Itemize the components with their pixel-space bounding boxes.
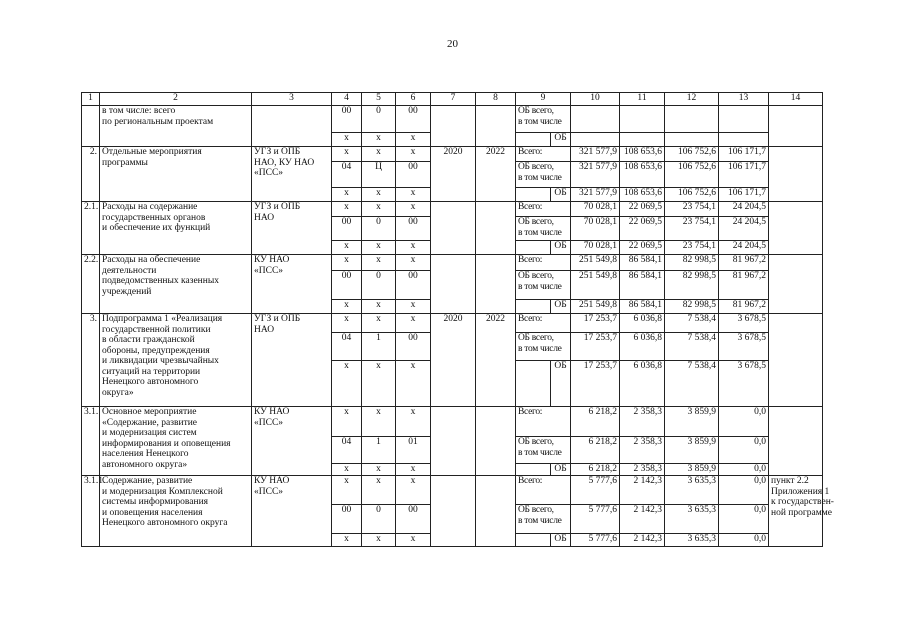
funding-source: ОБ xyxy=(551,534,571,547)
amount-cell: 3 678,5 xyxy=(719,314,769,333)
header-row xyxy=(82,93,823,106)
amount-cell: 70 028,1 xyxy=(571,217,620,241)
table-row xyxy=(82,147,823,162)
funding-source-indent xyxy=(516,300,551,314)
amount-cell: 108 653,6 xyxy=(620,188,665,202)
amount-cell: 3 859,9 xyxy=(665,464,719,476)
amount-cell: 0,0 xyxy=(719,407,769,437)
header-cell: 13 xyxy=(719,93,769,106)
funding-source: ОБ всего, в том числе xyxy=(516,271,571,300)
year-start xyxy=(431,255,476,314)
item-number: 2.1. xyxy=(82,202,100,255)
year-end: 2022 xyxy=(476,314,516,407)
amount-cell: 3 678,5 xyxy=(719,333,769,361)
table-row xyxy=(82,106,823,133)
funding-source-indent xyxy=(516,361,551,407)
budget-code: 0 xyxy=(362,106,396,133)
budget-code: x xyxy=(332,534,362,547)
budget-code: x xyxy=(396,202,431,217)
amount-cell: 321 577,9 xyxy=(571,188,620,202)
budget-code: 00 xyxy=(332,505,362,534)
amount-cell: 0,0 xyxy=(719,464,769,476)
note-cell xyxy=(769,255,823,314)
amount-cell xyxy=(571,133,620,147)
amount-cell: 23 754,1 xyxy=(665,202,719,217)
amount-cell xyxy=(620,133,665,147)
amount-cell: 86 584,1 xyxy=(620,255,665,271)
amount-cell: 2 142,3 xyxy=(620,476,665,505)
budget-code: x xyxy=(332,133,362,147)
budget-code: 00 xyxy=(396,217,431,241)
funding-source: ОБ xyxy=(551,241,571,255)
year-end xyxy=(476,106,516,147)
amount-cell: 7 538,4 xyxy=(665,333,719,361)
funding-source: ОБ всего, в том числе xyxy=(516,217,571,241)
item-number: 2.2. xyxy=(82,255,100,314)
amount-cell: 106 752,6 xyxy=(665,147,719,162)
year-start: 2020 xyxy=(431,314,476,407)
amount-cell: 82 998,5 xyxy=(665,255,719,271)
funding-source: Всего: xyxy=(516,147,571,162)
budget-code: x xyxy=(396,133,431,147)
header-cell: 14 xyxy=(769,93,823,106)
amount-cell: 6 218,2 xyxy=(571,464,620,476)
amount-cell: 23 754,1 xyxy=(665,217,719,241)
table-row xyxy=(82,314,823,333)
amount-cell: 24 204,5 xyxy=(719,202,769,217)
amount-cell: 82 998,5 xyxy=(665,271,719,300)
funding-source: ОБ xyxy=(551,361,571,407)
amount-cell xyxy=(665,106,719,133)
budget-code: x xyxy=(396,476,431,505)
page-number: 20 xyxy=(447,38,458,50)
amount-cell: 6 036,8 xyxy=(620,361,665,407)
budget-code: x xyxy=(332,202,362,217)
year-end xyxy=(476,407,516,476)
budget-code: Ц xyxy=(362,162,396,188)
header-cell: 7 xyxy=(431,93,476,106)
amount-cell: 81 967,2 xyxy=(719,255,769,271)
executor: УГЗ и ОПБ НАО xyxy=(252,314,332,407)
amount-cell: 106 752,6 xyxy=(665,188,719,202)
amount-cell: 321 577,9 xyxy=(571,162,620,188)
amount-cell: 24 204,5 xyxy=(719,241,769,255)
amount-cell: 22 069,5 xyxy=(620,241,665,255)
funding-source-indent xyxy=(516,133,551,147)
funding-source: Всего: xyxy=(516,407,571,437)
item-number xyxy=(82,106,100,147)
funding-source-indent xyxy=(516,464,551,476)
budget-code: x xyxy=(396,361,431,407)
amount-cell: 2 142,3 xyxy=(620,534,665,547)
amount-cell: 6 036,8 xyxy=(620,333,665,361)
amount-cell: 251 549,8 xyxy=(571,271,620,300)
funding-source: ОБ всего, в том числе xyxy=(516,437,571,464)
funding-source-indent xyxy=(516,534,551,547)
year-end xyxy=(476,202,516,255)
funding-source: ОБ xyxy=(551,133,571,147)
item-number: 3.1. xyxy=(82,407,100,476)
budget-code: x xyxy=(362,476,396,505)
funding-source: Всего: xyxy=(516,202,571,217)
header-cell: 4 xyxy=(332,93,362,106)
year-start: 2020 xyxy=(431,147,476,202)
executor: КУ НАО «ПСС» xyxy=(252,255,332,314)
note-cell: пункт 2.2 Приложения 1 к государствен- ной программе xyxy=(769,476,823,547)
funding-source: Всего: xyxy=(516,476,571,505)
executor: УГЗ и ОПБ НАО, КУ НАО «ПСС» xyxy=(252,147,332,202)
amount-cell: 106 752,6 xyxy=(665,162,719,188)
budget-code: x xyxy=(332,476,362,505)
year-start xyxy=(431,106,476,147)
budget-code: 01 xyxy=(396,437,431,464)
item-name: Основное мероприятие «Содержание, развитие и модернизация систем информирования и оповещения населения Ненецкого автономного округа» xyxy=(100,407,252,476)
budget-code: 1 xyxy=(362,437,396,464)
header-cell: 8 xyxy=(476,93,516,106)
budget-code: 00 xyxy=(332,271,362,300)
funding-source: Всего: xyxy=(516,255,571,271)
budget-code: x xyxy=(362,314,396,333)
amount-cell: 82 998,5 xyxy=(665,300,719,314)
budget-code: 00 xyxy=(332,106,362,133)
header-cell: 9 xyxy=(516,93,571,106)
header-cell: 2 xyxy=(100,93,252,106)
amount-cell: 5 777,6 xyxy=(571,476,620,505)
amount-cell: 23 754,1 xyxy=(665,241,719,255)
amount-cell: 2 142,3 xyxy=(620,505,665,534)
amount-cell: 106 171,7 xyxy=(719,188,769,202)
item-name: Расходы на содержание государственных органов и обеспечение их функций xyxy=(100,202,252,255)
header-cell: 6 xyxy=(396,93,431,106)
budget-code: 00 xyxy=(396,333,431,361)
table-row xyxy=(82,202,823,217)
amount-cell: 17 253,7 xyxy=(571,333,620,361)
amount-cell: 2 358,3 xyxy=(620,464,665,476)
header-cell: 3 xyxy=(252,93,332,106)
header-cell: 12 xyxy=(665,93,719,106)
funding-source: ОБ xyxy=(551,300,571,314)
amount-cell xyxy=(719,133,769,147)
amount-cell xyxy=(665,133,719,147)
item-name: в том числе: всего по региональным проектам xyxy=(100,106,252,147)
amount-cell: 108 653,6 xyxy=(620,147,665,162)
year-end: 2022 xyxy=(476,147,516,202)
amount-cell: 108 653,6 xyxy=(620,162,665,188)
note-cell xyxy=(769,314,823,407)
executor xyxy=(252,106,332,147)
amount-cell: 86 584,1 xyxy=(620,300,665,314)
budget-code: x xyxy=(396,300,431,314)
table-row xyxy=(82,476,823,505)
amount-cell: 251 549,8 xyxy=(571,300,620,314)
amount-cell: 81 967,2 xyxy=(719,300,769,314)
amount-cell: 22 069,5 xyxy=(620,217,665,241)
amount-cell: 321 577,9 xyxy=(571,147,620,162)
item-name: Отдельные мероприятия программы xyxy=(100,147,252,202)
note-cell xyxy=(769,202,823,255)
table-row xyxy=(82,407,823,437)
note-cell xyxy=(769,106,823,147)
budget-table xyxy=(81,92,834,547)
amount-cell: 3 635,3 xyxy=(665,534,719,547)
budget-code: x xyxy=(396,407,431,437)
budget-code: 04 xyxy=(332,437,362,464)
amount-cell: 0,0 xyxy=(719,505,769,534)
budget-code: x xyxy=(362,133,396,147)
budget-code: x xyxy=(332,188,362,202)
amount-cell: 17 253,7 xyxy=(571,361,620,407)
budget-code: 00 xyxy=(396,505,431,534)
amount-cell: 7 538,4 xyxy=(665,314,719,333)
executor: КУ НАО «ПСС» xyxy=(252,476,332,547)
year-start xyxy=(431,202,476,255)
amount-cell: 106 171,7 xyxy=(719,162,769,188)
budget-code: x xyxy=(362,147,396,162)
item-name: Подпрограмма 1 «Реализация государственной политики в области гражданской обороны, предупреждения и ликвидации чрезвычайных ситуаций на территории Ненецкого автономного округа» xyxy=(100,314,252,407)
budget-code: x xyxy=(396,188,431,202)
amount-cell: 86 584,1 xyxy=(620,271,665,300)
budget-code: x xyxy=(396,464,431,476)
item-number: 2. xyxy=(82,147,100,202)
budget-code: x xyxy=(396,314,431,333)
amount-cell: 3 859,9 xyxy=(665,437,719,464)
amount-cell: 0,0 xyxy=(719,534,769,547)
amount-cell xyxy=(571,106,620,133)
budget-code: x xyxy=(362,202,396,217)
budget-code: 1 xyxy=(362,333,396,361)
budget-code: x xyxy=(362,464,396,476)
amount-cell: 6 218,2 xyxy=(571,437,620,464)
item-number: 3.1.1. xyxy=(82,476,100,547)
amount-cell: 6 218,2 xyxy=(571,407,620,437)
amount-cell xyxy=(620,106,665,133)
header-cell: 11 xyxy=(620,93,665,106)
amount-cell: 106 171,7 xyxy=(719,147,769,162)
budget-code: x xyxy=(332,361,362,407)
funding-source: ОБ всего, в том числе xyxy=(516,162,571,188)
budget-code: 04 xyxy=(332,162,362,188)
budget-code: 0 xyxy=(362,271,396,300)
amount-cell: 7 538,4 xyxy=(665,361,719,407)
budget-code: 00 xyxy=(396,106,431,133)
budget-code: x xyxy=(332,314,362,333)
amount-cell: 81 967,2 xyxy=(719,271,769,300)
budget-code: x xyxy=(396,255,431,271)
budget-code: x xyxy=(362,534,396,547)
budget-code: 00 xyxy=(396,162,431,188)
year-start xyxy=(431,476,476,547)
budget-code: 00 xyxy=(332,217,362,241)
item-name: Расходы на обеспечение деятельности подведомственных казенных учреждений xyxy=(100,255,252,314)
item-name: Содержание, развитие и модернизация Комплексной системы информирования и оповещения населения Ненецкого автономного округа xyxy=(100,476,252,547)
amount-cell xyxy=(719,106,769,133)
funding-source: Всего: xyxy=(516,314,571,333)
amount-cell: 0,0 xyxy=(719,437,769,464)
budget-code: x xyxy=(396,147,431,162)
budget-code: 0 xyxy=(362,505,396,534)
funding-source: ОБ xyxy=(551,188,571,202)
amount-cell: 3 678,5 xyxy=(719,361,769,407)
funding-source: ОБ всего, в том числе xyxy=(516,505,571,534)
budget-code: x xyxy=(396,241,431,255)
amount-cell: 251 549,8 xyxy=(571,255,620,271)
amount-cell: 3 859,9 xyxy=(665,407,719,437)
budget-code: x xyxy=(362,361,396,407)
budget-code: x xyxy=(362,241,396,255)
funding-source-indent xyxy=(516,188,551,202)
amount-cell: 17 253,7 xyxy=(571,314,620,333)
budget-code: 04 xyxy=(332,333,362,361)
budget-code: x xyxy=(332,241,362,255)
budget-code: x xyxy=(332,407,362,437)
amount-cell: 5 777,6 xyxy=(571,505,620,534)
budget-code: x xyxy=(362,188,396,202)
budget-code: x xyxy=(362,255,396,271)
executor: КУ НАО «ПСС» xyxy=(252,407,332,476)
amount-cell: 6 036,8 xyxy=(620,314,665,333)
budget-code: x xyxy=(332,255,362,271)
amount-cell: 0,0 xyxy=(719,476,769,505)
budget-code: x xyxy=(396,534,431,547)
funding-source: ОБ всего, в том числе xyxy=(516,333,571,361)
year-end xyxy=(476,476,516,547)
header-cell: 5 xyxy=(362,93,396,106)
executor: УГЗ и ОПБ НАО xyxy=(252,202,332,255)
note-cell xyxy=(769,407,823,476)
note-cell xyxy=(769,147,823,202)
year-start xyxy=(431,407,476,476)
amount-cell: 22 069,5 xyxy=(620,202,665,217)
budget-code: x xyxy=(362,407,396,437)
amount-cell: 24 204,5 xyxy=(719,217,769,241)
amount-cell: 70 028,1 xyxy=(571,202,620,217)
amount-cell: 3 635,3 xyxy=(665,476,719,505)
year-end xyxy=(476,255,516,314)
amount-cell: 2 358,3 xyxy=(620,437,665,464)
budget-code: x xyxy=(332,147,362,162)
funding-source: ОБ всего, в том числе xyxy=(516,106,571,133)
amount-cell: 2 358,3 xyxy=(620,407,665,437)
budget-code: x xyxy=(362,300,396,314)
amount-cell: 3 635,3 xyxy=(665,505,719,534)
item-number: 3. xyxy=(82,314,100,407)
header-cell: 10 xyxy=(571,93,620,106)
table-row xyxy=(82,255,823,271)
amount-cell: 70 028,1 xyxy=(571,241,620,255)
budget-code: 00 xyxy=(396,271,431,300)
amount-cell: 5 777,6 xyxy=(571,534,620,547)
funding-source: ОБ xyxy=(551,464,571,476)
budget-code: x xyxy=(332,300,362,314)
budget-code: 0 xyxy=(362,217,396,241)
budget-code: x xyxy=(332,464,362,476)
funding-source-indent xyxy=(516,241,551,255)
header-cell: 1 xyxy=(82,93,100,106)
